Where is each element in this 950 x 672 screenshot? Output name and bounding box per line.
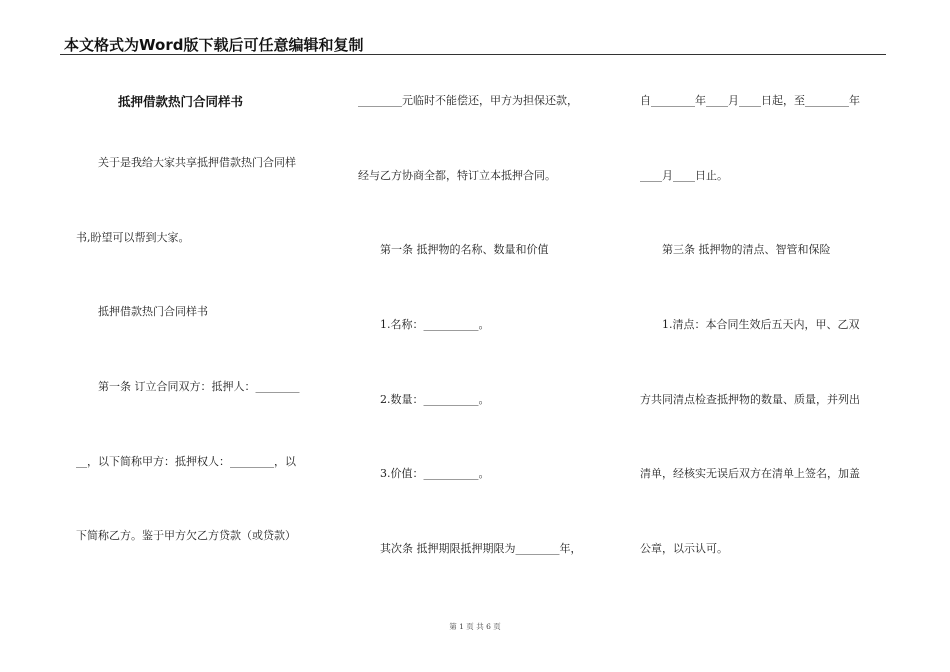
paragraph-line: 经与乙方协商全都，特订立本抵押合同。 bbox=[358, 169, 556, 182]
paragraph-line: 第一条 订立合同双方：抵押人：________ bbox=[98, 380, 300, 393]
paragraph-line: ____月____日止。 bbox=[640, 169, 728, 182]
paragraph-line: ________元临时不能偿还，甲方为担保还款， bbox=[358, 94, 578, 107]
paragraph-line: 1.清点：本合同生效后五天内，甲、乙双 bbox=[662, 318, 860, 331]
paragraph-line: 第一条 抵押物的名称、数量和价值 bbox=[380, 243, 549, 256]
page-number: 第 1 页 共 6 页 bbox=[449, 622, 501, 631]
paragraph-line: 第三条 抵押物的清点、智管和保险 bbox=[662, 243, 831, 256]
paragraph-line: 下简称乙方。鉴于甲方欠乙方贷款（或贷款） bbox=[76, 529, 296, 542]
contract-title: 抵押借款热门合同样书 bbox=[118, 94, 244, 109]
paragraph-line: 清单，经核实无误后双方在清单上签名，加盖 bbox=[640, 467, 860, 480]
document-header-title: 本文格式为Word版下载后可任意编辑和复制 bbox=[64, 36, 364, 54]
paragraph-line: 2.数量：__________。 bbox=[380, 393, 490, 406]
paragraph-line: 书,盼望可以帮到大家。 bbox=[76, 231, 190, 244]
paragraph-line: 其次条 抵押期限抵押期限为________年， bbox=[380, 542, 582, 555]
paragraph-line: 自________年____月____日起，至________年 bbox=[640, 94, 860, 107]
paragraph-line: __，以下简称甲方：抵押权人：________，以 bbox=[76, 455, 296, 468]
header-divider bbox=[60, 54, 886, 55]
paragraph-line: 关于是我给大家共享抵押借款热门合同样 bbox=[98, 156, 296, 169]
paragraph-line: 3.价值：__________。 bbox=[380, 467, 490, 480]
paragraph-line: 抵押借款热门合同样书 bbox=[98, 305, 208, 318]
paragraph-line: 方共同清点检查抵押物的数量、质量，并列出 bbox=[640, 393, 860, 406]
paragraph-line: 公章，以示认可。 bbox=[640, 542, 728, 555]
paragraph-line: 1.名称：__________。 bbox=[380, 318, 490, 331]
